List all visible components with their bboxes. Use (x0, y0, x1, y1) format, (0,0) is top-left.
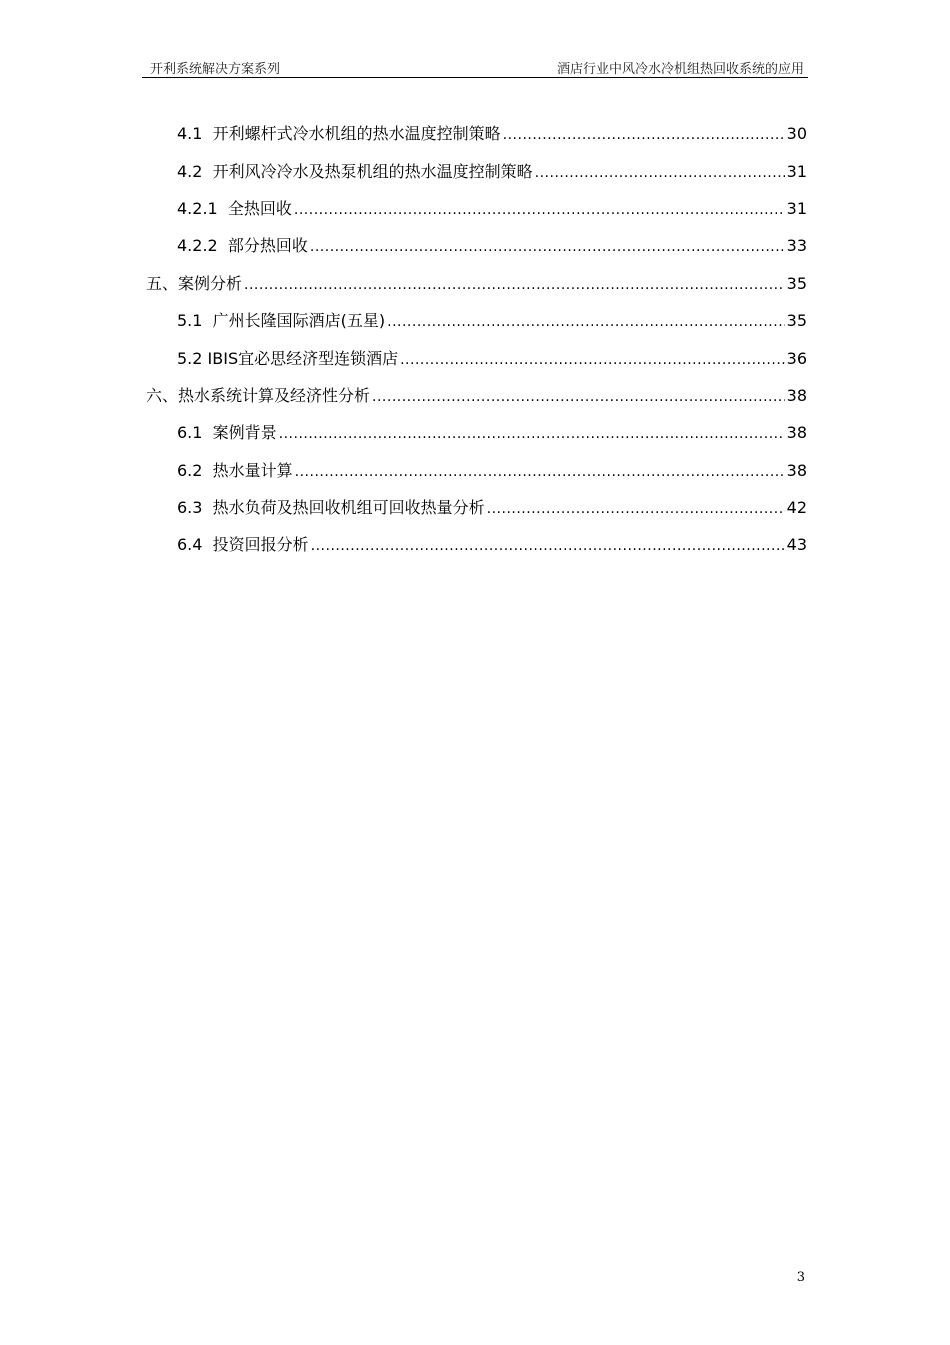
toc-entry-title: 开利螺杆式冷水机组的热水温度控制策略 (212, 124, 501, 143)
toc-entry-6-4[interactable] (177, 532, 807, 556)
toc-entry-title: 热水负荷及热回收机组可回收热量分析 (212, 498, 485, 517)
toc-entry-number: 6.2 (177, 461, 213, 480)
toc-entry-page: 31 (786, 199, 807, 218)
toc-entry-title: 广州长隆国际酒店(五星) (212, 311, 386, 330)
toc-entry-page: 35 (786, 311, 807, 330)
toc-entry-number: 6.3 (177, 498, 213, 517)
toc-entry-page: 35 (786, 274, 807, 293)
toc-leader-dots (294, 202, 785, 218)
toc-entry-section-6[interactable] (146, 383, 807, 407)
toc-entry-4-1[interactable] (177, 121, 807, 145)
toc-entry-page: 36 (786, 349, 807, 368)
toc-entry-number: 6.1 (177, 423, 213, 442)
toc-entry-5-2[interactable] (177, 346, 807, 370)
toc-entry-6-1[interactable] (177, 420, 807, 444)
toc-entry-5-1[interactable] (177, 308, 807, 332)
toc-entry-title: 投资回报分析 (212, 535, 309, 554)
toc-leader-dots (244, 277, 785, 293)
toc-entry-title: 热水量计算 (212, 461, 293, 480)
toc-entry-title: 六、热水系统计算及经济性分析 (146, 386, 371, 405)
toc-entry-number: 4.2.1 (177, 199, 228, 218)
toc-leader-dots (310, 239, 785, 255)
header-rule (142, 77, 808, 78)
toc-entry-title: 部分热回收 (227, 236, 308, 255)
toc-entry-number: 5.2 (177, 349, 208, 368)
toc-leader-dots (311, 538, 785, 554)
toc-entry-number: 4.2.2 (177, 236, 228, 255)
toc-leader-dots (487, 501, 785, 517)
toc-entry-4-2-2[interactable] (177, 233, 807, 257)
toc-entry-section-5[interactable] (146, 271, 807, 295)
toc-entry-title: 全热回收 (227, 199, 292, 218)
header-right-title: 酒店行业中风冷水冷机组热回收系统的应用 (556, 62, 804, 77)
toc-entry-4-2[interactable] (177, 159, 807, 183)
toc-entry-page: 38 (786, 461, 807, 480)
toc-entry-title: 案例背景 (212, 423, 277, 442)
toc-entry-title: 五、案例分析 (146, 274, 243, 293)
toc-entry-page: 38 (786, 386, 807, 405)
toc-entry-page: 33 (786, 236, 807, 255)
toc-entry-page: 38 (786, 423, 807, 442)
toc-entry-6-2[interactable] (177, 458, 807, 482)
toc-leader-dots (503, 127, 785, 143)
toc-entry-page: 30 (786, 124, 807, 143)
toc-entry-6-3[interactable] (177, 495, 807, 519)
toc-leader-dots (400, 352, 785, 368)
toc-leader-dots (535, 165, 785, 181)
page-number: 3 (796, 1270, 805, 1285)
toc-leader-dots (387, 314, 785, 330)
toc-entry-number: 4.2 (177, 162, 213, 181)
header-left-title: 开利系统解决方案系列 (150, 62, 281, 77)
toc-leader-dots (372, 389, 785, 405)
toc-entry-page: 43 (786, 535, 807, 554)
toc-entry-page: 31 (786, 162, 807, 181)
toc-entry-number: 5.1 (177, 311, 213, 330)
toc-leader-dots (295, 464, 785, 480)
toc-entry-4-2-1[interactable] (177, 196, 807, 220)
toc-entry-number: 4.1 (177, 124, 213, 143)
toc-entry-number: 6.4 (177, 535, 213, 554)
toc-entry-title: IBIS宜必思经济型连锁酒店 (207, 349, 399, 368)
toc-leader-dots (279, 426, 785, 442)
toc-entry-page: 42 (786, 498, 807, 517)
toc-entry-title: 开利风冷冷水及热泵机组的热水温度控制策略 (212, 162, 533, 181)
